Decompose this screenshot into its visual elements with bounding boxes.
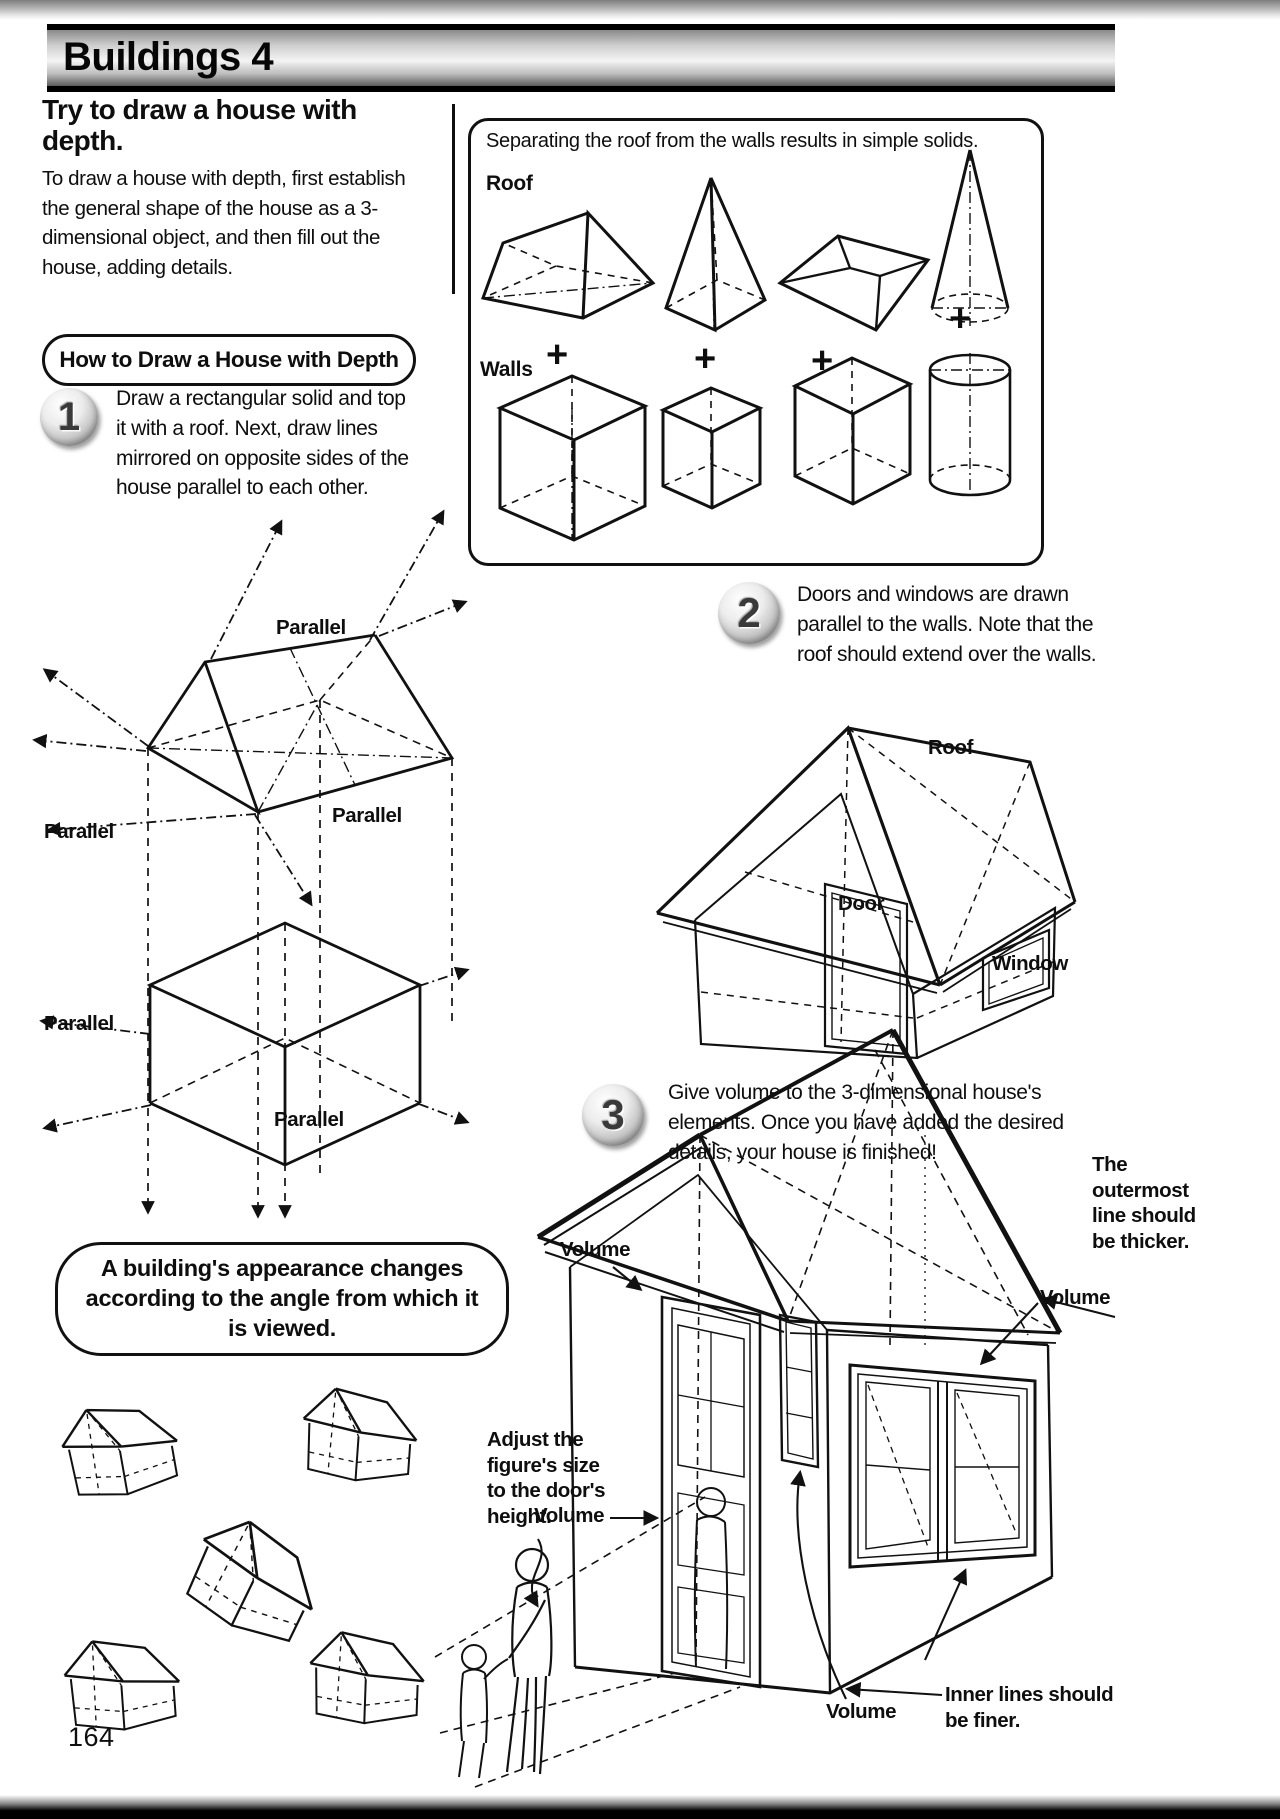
volume-callout-roof: Volume [560,1238,631,1261]
scan-edge-top [0,0,1280,20]
step-3-text: Give volume to the 3-dimensional house's elements. Once you have added the desired details, your house is finished! [668,1081,1064,1164]
small-houses-diagram [35,1368,475,1778]
roof-callout: Roof [928,736,974,759]
page-title: Buildings 4 [63,35,274,79]
step-2-text: Doors and windows are drawn parallel to the walls. Note that the roof should extend over the walls. [797,583,1097,666]
parallel-label: Parallel [44,820,114,843]
adjust-figure-note: Adjust the figure's size to the door's height. [487,1428,606,1528]
volume-callout-door: Volume [534,1504,605,1527]
walls-row-label: Walls [480,358,533,381]
wide-box-walls-sketch [795,358,910,504]
door-callout: Door [838,892,885,915]
small-house [300,1387,420,1485]
plus-sign: + [949,298,972,340]
solids-caption: Separating the roof from the walls results in simple solids. [486,130,979,152]
inner-lines-note: Inner lines should be finer. [945,1683,1114,1732]
step-1-text: Draw a rectangular solid and top it with a roof. Next, draw lines mirrored on opposite sides of the house parallel to each other. [116,387,409,500]
roof-prism-sketch [148,635,452,812]
finished-house-sketch [435,1030,1060,1787]
step-3-badge: 3 [582,1084,644,1146]
roof-row-label: Roof [486,172,533,195]
small-house [308,1631,425,1725]
step-2-badge: 2 [718,582,780,644]
page-number: 164 [68,1722,115,1752]
window-callout: Window [992,952,1068,975]
small-house [62,1636,182,1734]
chapter-header [47,24,1115,92]
parallel-label: Parallel [276,616,346,639]
cube-walls-sketch [663,388,760,508]
pyramid-roof-sketch [666,178,765,330]
step3-diagram [420,1015,1140,1790]
small-house [57,1395,185,1503]
parallel-label: Parallel [44,1012,114,1035]
prism-roof-sketch [483,213,653,318]
column-divider [452,104,455,294]
adult-figure [507,1549,551,1774]
hip-roof-sketch [780,236,928,330]
step2-diagram [625,662,1095,1062]
section-heading: How to Draw a House with Depth [42,334,416,386]
volume-callout-bottom: Volume [826,1700,897,1723]
volume-callout-window: Volume [1040,1286,1111,1309]
doorway-figure [695,1488,727,1669]
solids-diagram [468,118,1038,560]
outermost-line-note: The outermost line should be thicker. [1092,1153,1196,1253]
angle-note: A building's appearance changes according to the angle from which it is viewed. [55,1242,509,1356]
scan-edge-bottom [0,1795,1280,1819]
parallel-label: Parallel [332,804,402,827]
step1-diagram [15,478,485,1223]
parallel-label: Parallel [274,1108,344,1131]
intro-heading: Try to draw a house with depth. [42,94,357,157]
step-1-badge: 1 [40,388,98,446]
cone-roof-sketch [932,150,1008,326]
plus-sign: + [546,334,569,376]
intro-body: To draw a house with depth, first establish the general shape of the house as a 3-dimensional object, and then fill out the house, adding details. [42,167,406,280]
cylinder-walls-sketch [930,353,1010,498]
plus-sign: + [694,338,717,380]
plus-sign: + [811,340,834,382]
box-walls-sketch [500,376,645,540]
small-house [175,1507,334,1654]
